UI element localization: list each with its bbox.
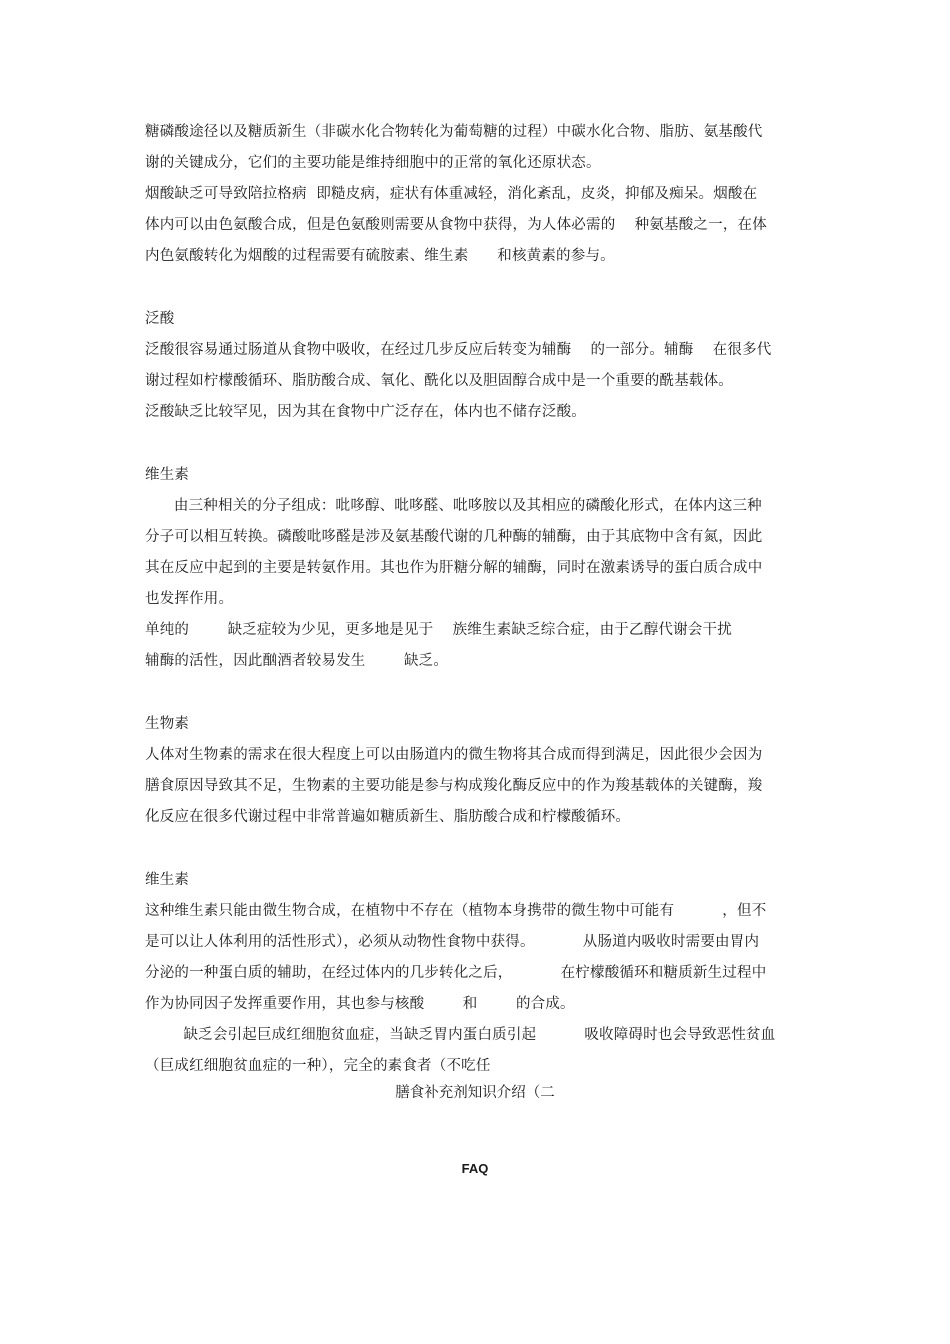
text-line: 谢过程如柠檬酸循环、脂肪酸合成、氧化、酰化以及胆固醇合成中是一个重要的酰基载体。	[145, 373, 733, 389]
text-line: 缺乏会引起巨成红细胞贫血症，当缺乏胃内蛋白质引起 吸收障碍时也会导致恶性贫血	[145, 1027, 776, 1043]
text-line: 化反应在很多代谢过程中非常普遍如糖质新生、脂肪酸合成和柠檬酸循环。	[145, 809, 631, 825]
text-line: 由三种相关的分子组成：吡哆醇、吡哆醛、吡哆胺以及其相应的磷酸化形式，在体内这三种	[145, 498, 762, 514]
text-line: 分子可以相互转换。磷酸吡哆醛是涉及氨基酸代谢的几种酶的辅酶，由于其底物中含有氮，因此	[145, 529, 763, 545]
text-line: 体内可以由色氨酸合成，但是色氨酸则需要从食物中获得，为人体必需的 种氨基酸之一，在体	[145, 217, 767, 233]
text-line: 也发挥作用。	[145, 591, 234, 607]
text-line: 泛酸很容易通过肠道从食物中吸收，在经过几步反应后转变为辅酶 的一部分。辅酶 在很多代	[145, 342, 772, 358]
text-line: 人体对生物素的需求在很大程度上可以由肠道内的微生物将其合成而得到满足，因此很少会因为	[145, 747, 763, 763]
text-line: 膳食原因导致其不足，生物素的主要功能是参与构成羧化酶反应中的作为羧基载体的关键酶，羧	[145, 778, 763, 794]
section-heading-pantothenic-acid: 泛酸	[145, 311, 175, 327]
footer-title: 膳食补充剂知识介绍（二	[395, 1085, 555, 1101]
text-line: 泛酸缺乏比较罕见，因为其在食物中广泛存在，体内也不储存泛酸。	[145, 404, 586, 420]
text-line: 作为协同因子发挥重要作用，其也参与核酸 和 的合成。	[145, 996, 575, 1012]
section-heading-vitamin-b12: 维生素	[145, 872, 190, 888]
faq-label: FAQ	[461, 1161, 489, 1176]
text-line: 这种维生素只能由微生物合成，在植物中不存在（植物本身携带的微生物中可能有 ，但不	[145, 903, 767, 919]
text-line: 其在反应中起到的主要是转氨作用。其也作为肝糖分解的辅酶，同时在激素诱导的蛋白质合成中	[145, 560, 763, 576]
text-line: 是可以让人体利用的活性形式），必须从动物性食物中获得。 从肠道内吸收时需要由胃内	[145, 934, 760, 950]
text-line: （巨成红细胞贫血症的一种），完全的素食者（不吃任	[145, 1058, 491, 1074]
text-line: 谢的关键成分，它们的主要功能是维持细胞中的正常的氧化还原状态。	[145, 155, 601, 171]
text-line: 糖磷酸途径以及糖质新生（非碳水化合物转化为葡萄糖的过程）中碳水化合物、脂肪、氨基酸代	[145, 124, 763, 140]
text-line: 烟酸缺乏可导致陪拉格病 即糙皮病，症状有体重减轻，消化紊乱，皮炎，抑郁及痴呆。烟酸在	[145, 186, 758, 202]
section-heading-biotin: 生物素	[145, 716, 190, 732]
section-heading-vitamin-b6: 维生素	[145, 467, 190, 483]
text-line: 单纯的 缺乏症较为少见，更多地是见于 族维生素缺乏综合症，由于乙醇代谢会干扰	[145, 622, 732, 638]
text-line: 辅酶的活性，因此酗酒者较易发生 缺乏。	[145, 653, 449, 669]
text-line: 内色氨酸转化为烟酸的过程需要有硫胺素、维生素 和核黄素的参与。	[145, 248, 615, 264]
text-line: 分泌的一种蛋白质的辅助，在经过体内的几步转化之后， 在柠檬酸循环和糖质新生过程中	[145, 965, 767, 981]
